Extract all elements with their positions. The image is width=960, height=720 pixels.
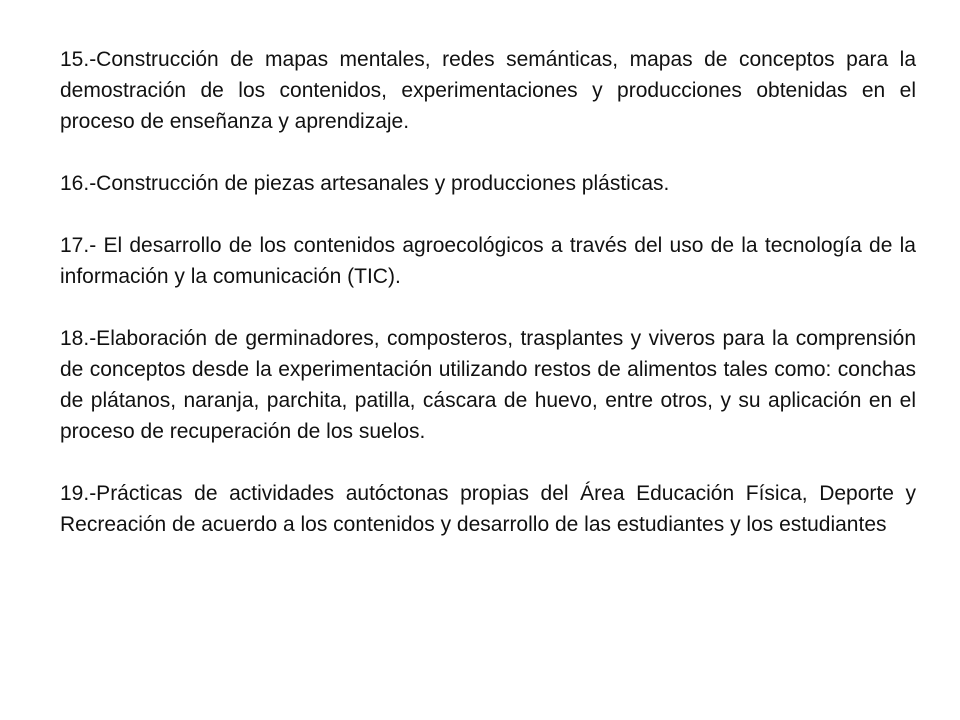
paragraph-item-15: 15.-Construcción de mapas mentales, redes semánticas, mapas de conceptos para la demostración de los contenidos, experimentaciones y producciones obtenidas en el proceso de enseñanza y aprendizaje.: [60, 48, 916, 133]
paragraph-item-17: 17.- El desarrollo de los contenidos agroecológicos a través del uso de la tecnología de la información y la comunicación (TIC).: [60, 234, 916, 288]
paragraph-item-19: 19.-Prácticas de actividades autóctonas propias del Área Educación Física, Deporte y Recreación de acuerdo a los contenidos y desarrollo de las estudiantes y los estudiantes: [60, 482, 916, 536]
slide-body: [60, 44, 916, 540]
paragraph-item-16: 16.-Construcción de piezas artesanales y producciones plásticas.: [60, 172, 670, 195]
paragraph-item-18: 18.-Elaboración de germinadores, composteros, trasplantes y viveros para la comprensión de conceptos desde la experimentación utilizando restos de alimentos tales como: conchas de plátanos, naranja, parchita, patilla, cáscara de huevo, entre otros, y su aplicación en el proceso de recuperación de los suelos.: [60, 327, 916, 443]
